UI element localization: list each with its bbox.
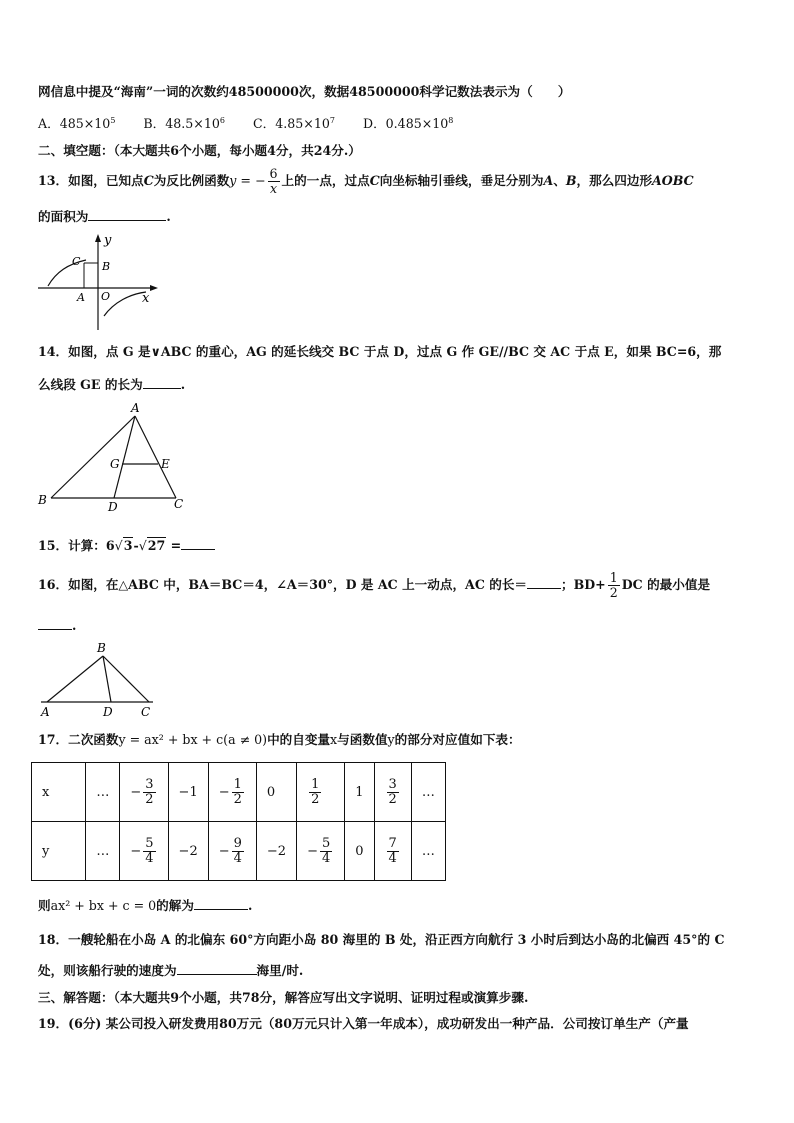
side-AB xyxy=(47,656,103,702)
q18-line2: 处，则该船行驶的速度为 海里/时. xyxy=(38,963,304,978)
label-C: C xyxy=(174,497,184,511)
answer-blank[interactable] xyxy=(143,376,181,389)
label-A: A xyxy=(77,291,85,304)
q13-line2: 的面积为 . xyxy=(38,209,171,224)
label-B: B xyxy=(97,641,106,655)
table-cell xyxy=(374,763,411,822)
side-AB xyxy=(51,416,135,498)
answer-blank[interactable] xyxy=(88,208,166,221)
table-cell: −2 xyxy=(168,822,208,881)
q12-stem: 网信息中提及“海南”一词的次数约48500000次，数据48500000科学记数法表示为（ ） xyxy=(38,84,571,99)
fraction: $\frac{1}{2}$ xyxy=(233,776,242,807)
section-2-heading: 二、填空题：（本大题共6个小题，每小题4分，共24分.） xyxy=(38,143,361,158)
q12-option-c: C．$4.85\times 10^7$ xyxy=(253,116,335,131)
side-AC xyxy=(135,416,176,498)
table-cell: 0 xyxy=(345,822,374,881)
table-cell: −2 xyxy=(256,822,296,881)
answer-blank[interactable] xyxy=(181,537,215,550)
q15-line: 15．计算：6√3-√27 = xyxy=(38,537,762,554)
q18-line1: 18．一艘轮船在小岛 A 的北偏东 60°方向距小岛 80 海里的 B 处，沿正西方向航行 3 小时后到达小岛的北偏西 45°的 C xyxy=(38,932,725,947)
label-C: C xyxy=(141,705,151,719)
label-O: O xyxy=(101,290,111,303)
q19-line1: 19．(6分) 某公司投入研发费用80万元（80万元只计入第一年成本），成功研发出一种产品．公司按订单生产（产量 xyxy=(38,1016,689,1031)
q16-figure xyxy=(37,640,157,720)
answer-blank-min[interactable] xyxy=(38,617,72,630)
table-cell xyxy=(374,822,411,881)
q14-figure xyxy=(34,400,194,516)
q16-line1: 16．如图，在△ABC 中，BA＝BC＝4，∠A＝30°，D 是 AC 上一动点，AC 的长＝ ；BD+ $\frac{1}{2}$ DC 的最小值是 xyxy=(38,570,711,600)
fraction: $\frac{5}{4}$ xyxy=(145,835,154,866)
q14-line1: 14．如图，点 G 是∨ABC 的重心，AG 的延长线交 BC 于点 D，过点 G 作 GE//BC 交 AC 于点 E，如果 BC=6，那 xyxy=(38,344,722,359)
table-cell: … xyxy=(86,763,120,822)
label-A: A xyxy=(131,401,140,415)
label-B: B xyxy=(102,260,111,273)
hyperbola-lower-branch xyxy=(104,292,146,316)
q16-line2: . xyxy=(38,617,762,634)
q17-value-table xyxy=(31,762,446,881)
fraction: $\frac{3}{2}$ xyxy=(388,776,397,807)
label-G: G xyxy=(110,457,120,471)
q12-option-a: A．$485\times 10^5$ xyxy=(38,116,116,131)
q17-stem: 17．二次函数y = ax² + bx + c(a ≠ 0)中的自变量x与函数值y的部分对应值如下表： xyxy=(38,732,521,747)
label-C: C xyxy=(72,255,81,268)
label-D: D xyxy=(108,500,118,514)
table-row xyxy=(32,763,446,822)
answer-blank-ac[interactable] xyxy=(527,576,561,589)
table-cell: − $\frac{9}{4}$ xyxy=(208,822,256,881)
table-cell: … xyxy=(411,822,445,881)
table-cell: −1 xyxy=(168,763,208,822)
answer-blank[interactable] xyxy=(194,897,248,910)
q14-line2: 么线段 GE 的长为 . xyxy=(38,377,186,392)
fraction: $\frac{9}{4}$ xyxy=(233,835,242,866)
y-axis-arrow xyxy=(95,234,101,242)
table-cell: … xyxy=(86,822,120,881)
fraction: $\frac{7}{4}$ xyxy=(388,835,397,866)
q12-option-d: D．$0.485\times 10^8$ xyxy=(362,116,454,131)
table-cell: 1 xyxy=(345,763,374,822)
label-E: E xyxy=(161,457,170,471)
table-cell xyxy=(297,763,345,822)
label-D: D xyxy=(103,705,113,719)
label-B: B xyxy=(38,493,47,507)
label-x: x xyxy=(142,291,150,306)
section-3-heading: 三、解答题：（本大题共9个小题，共78分，解答应写出文字说明、证明过程或演算步骤. xyxy=(38,990,529,1005)
table-cell: … xyxy=(411,763,445,822)
label-y: y xyxy=(104,233,112,248)
table-row xyxy=(32,822,446,881)
fraction: $\frac{1}{2}$ xyxy=(311,776,320,807)
table-cell: − $\frac{5}{4}$ xyxy=(120,822,168,881)
table-cell: x xyxy=(32,763,86,822)
q13-fraction: $\frac{6}{x}$ xyxy=(269,166,278,196)
q13-line1: 13．如图，已知点C为反比例函数y = − $\frac{6}{x}$ 上的一点，过点C向坐标轴引垂线，垂足分别为A、B，那么四边形AOBC xyxy=(38,166,694,196)
q16-fraction: $\frac{1}{2}$ xyxy=(609,570,618,600)
fraction: $\frac{3}{2}$ xyxy=(145,776,154,807)
q12-option-b: B．$48.5\times 10^6$ xyxy=(143,116,225,131)
x-axis-arrow xyxy=(150,285,158,291)
table-cell: 0 xyxy=(256,763,296,822)
answer-blank[interactable] xyxy=(177,962,257,975)
table-cell: − $\frac{1}{2}$ xyxy=(208,763,256,822)
label-A: A xyxy=(41,705,50,719)
table-cell: − $\frac{5}{4}$ xyxy=(297,822,345,881)
q12-options xyxy=(38,116,762,132)
table-cell: y xyxy=(32,822,86,881)
q13-figure xyxy=(34,230,164,334)
table-cell: − $\frac{3}{2}$ xyxy=(120,763,168,822)
q17-answer-line: 则ax² + bx + c = 0的解为 . xyxy=(38,898,253,913)
fraction: $\frac{5}{4}$ xyxy=(321,835,331,866)
